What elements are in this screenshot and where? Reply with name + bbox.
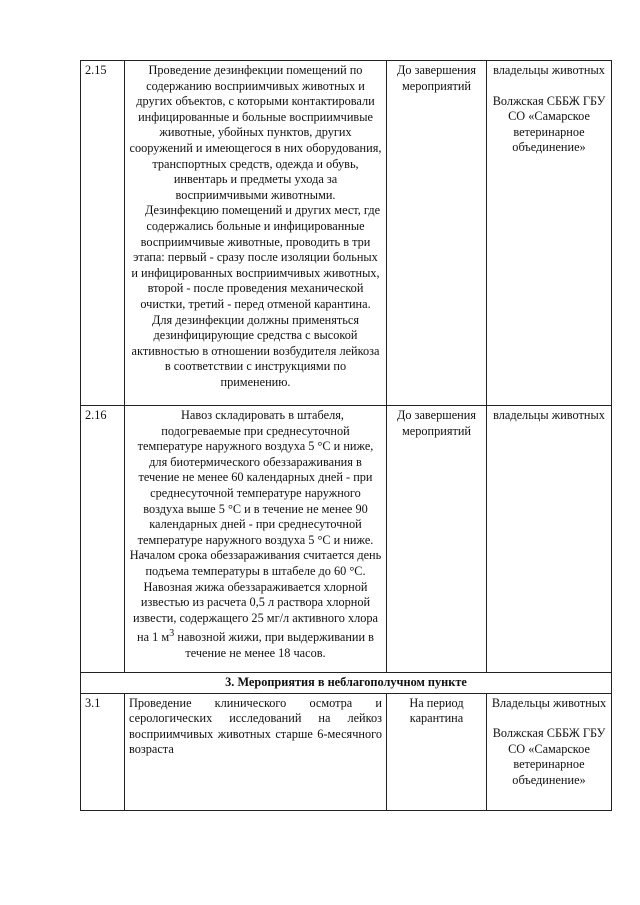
row-term: До завершения мероприятий [387, 406, 487, 673]
row-number: 2.16 [81, 406, 125, 673]
description-text: Навоз складировать в штабеля, подогреваемые при среднесуточной температуре наружного воздуха 5 °С и ниже, для биотермического обеззараживания в течение не менее 60 календарных дней - при среднесуточной температуре наружного воздуха выше 5 °С и в течение не менее 90 календарных дней - при среднесуточной температуре наружного воздуха 5 °С и ниже. Началом срока обеззараживания считается день подъема температуры в штабеле до 60 °С. Навозная жижа обеззараживается хлорной известью из расчета 0,5 л раствора хлорной извести, содержащего 25 мг/л активного хлора на 1 м [129, 408, 382, 645]
description-paragraph: Проведение дезинфекции помещений по содержанию восприимчивых животных и других объектов, с которыми контактировали инфицированные и больные восприимчивые животные, убойных пунктов, других сооружений и имеющегося в них оборудования, транспортных средств, одежда и обувь, инвентарь и предметы ухода за восприимчивыми животными. [129, 63, 382, 202]
description-paragraph: Дезинфекцию помещений и других мест, где содержались больные и инфицированные восприимчивые животные, проводить в три этапа: первый - сразу после изоляции больных и инфицированных восприимчивых животных, второй - после проведения механической очистки, третий - перед отменой карантина. [131, 203, 381, 311]
responsible-party: Волжская СББЖ ГБУ СО «Самарское ветеринарное объединение» [492, 726, 606, 787]
row-description [125, 61, 387, 406]
table-row [81, 406, 612, 673]
responsible-party: Волжская СББЖ ГБУ СО «Самарское ветеринарное объединение» [492, 93, 606, 155]
responsible-party: Владельцы животных [491, 695, 607, 710]
row-number: 3.1 [81, 693, 125, 810]
table-row [81, 693, 612, 810]
row-responsible [487, 406, 612, 673]
row-responsible [487, 61, 612, 406]
description-paragraph [129, 408, 382, 662]
responsible-party: владельцы животных [493, 63, 605, 77]
row-term: На период карантина [387, 693, 487, 810]
section-row [81, 673, 612, 694]
description-paragraph: Для дезинфекции должны применяться дезинфицирующие средства с высокой активностью в отношении возбудителя лейкоза в соответствии с инструкциями по применению. [131, 312, 380, 389]
row-responsible [487, 693, 612, 810]
responsible-party: владельцы животных [493, 408, 605, 422]
measures-table [80, 60, 612, 811]
table-row [81, 61, 612, 406]
row-number: 2.15 [81, 61, 125, 406]
row-term: До завершения мероприятий [387, 61, 487, 406]
row-description [125, 406, 387, 673]
superscript-exponent: 3 [169, 628, 175, 640]
row-description: Проведение клинического осмотра и серологических исследований на лейкоз восприимчивых животных старше 6-месячного возраста [125, 693, 387, 810]
section-title: 3. Мероприятия в неблагополучном пункте [81, 673, 612, 694]
description-text: навозной жижи, при выдерживании в течение не менее 18 часов. [174, 630, 374, 660]
